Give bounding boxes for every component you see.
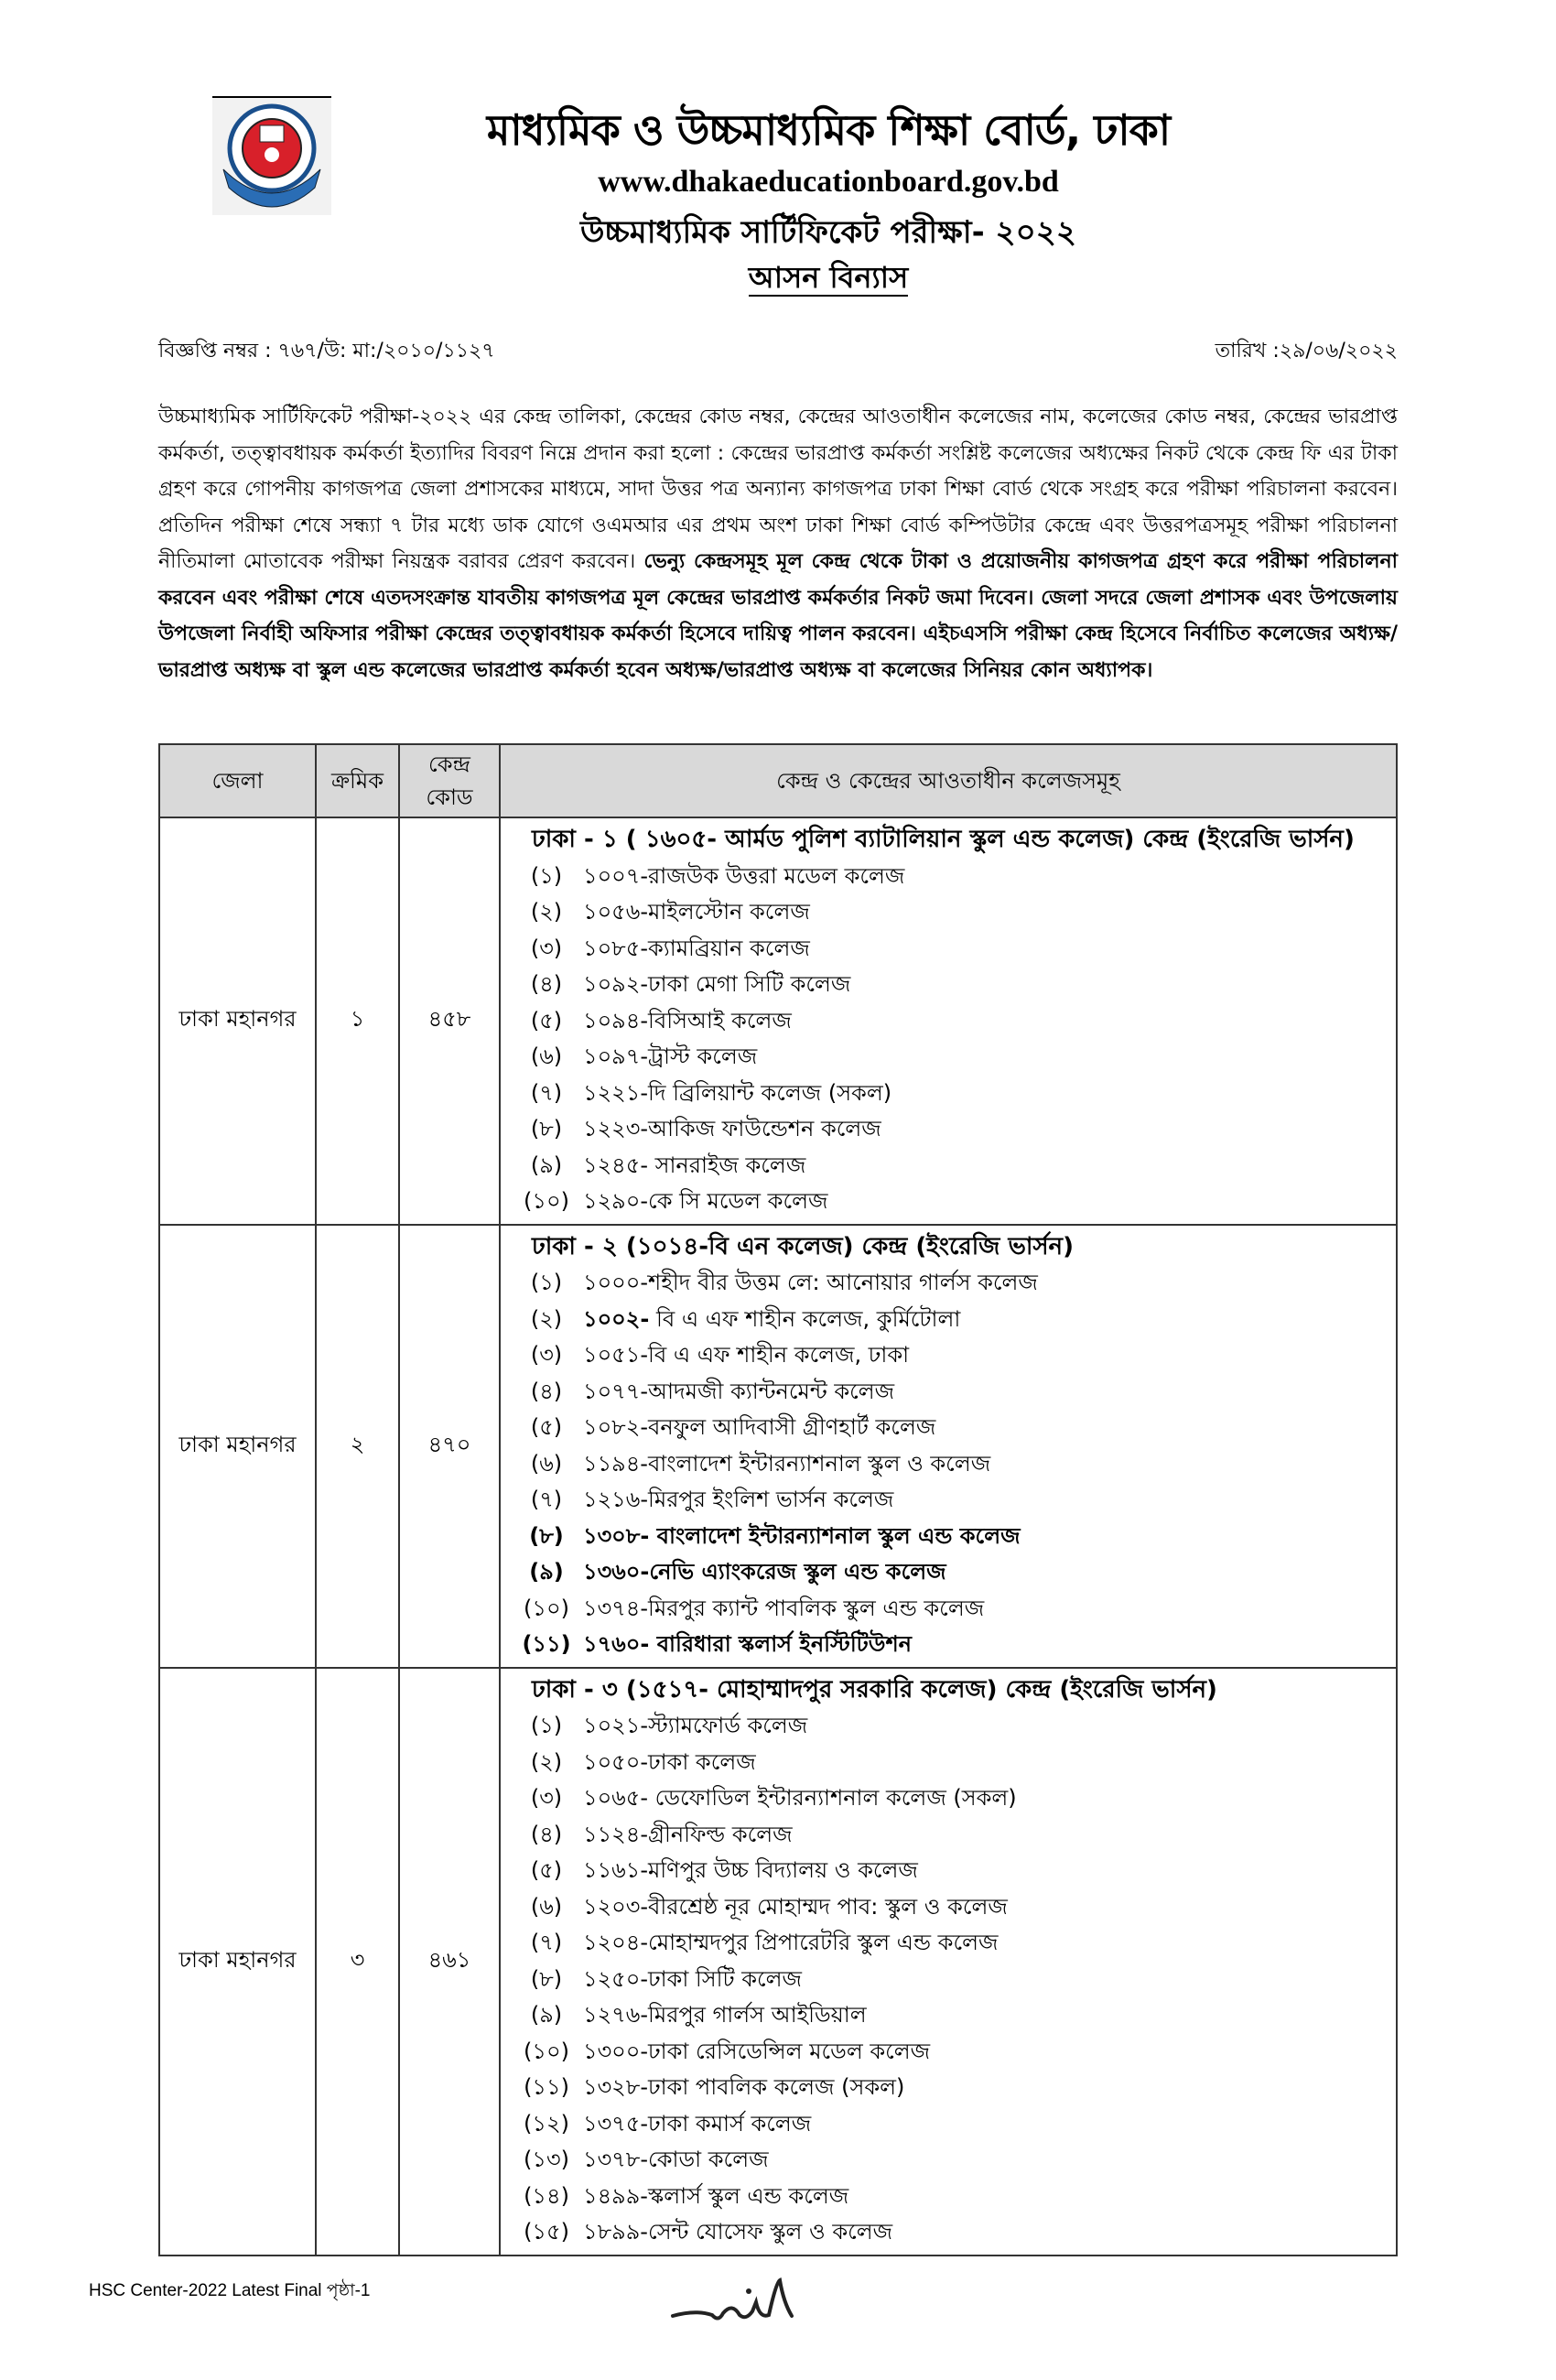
college-list-item (510, 2214, 1396, 2251)
college-list-item (510, 1374, 1396, 1411)
college-list-item (510, 2106, 1396, 2143)
table-row (159, 1668, 1397, 2256)
college-name: ১৪৯৯-স্কলার্স স্কুল এন্ড কলেজ (583, 2182, 849, 2209)
college-name: ১০৮২-বনফুল আদিবাসী গ্রীণহার্ট কলেজ (583, 1414, 936, 1440)
table-header-row (159, 744, 1397, 817)
college-list-item (510, 1780, 1396, 1817)
college-name: ১০২১-স্ট্যামফোর্ড কলেজ (583, 1713, 808, 1738)
signature (668, 2275, 815, 2339)
college-name: ১১৯৪-বাংলাদেশ ইন্টারন্যাশনাল স্কুল ও কলেজ (583, 1450, 991, 1477)
college-name: ১৩৬০-নেভি এ্যাংকরেজ স্কুল এন্ড কলেজ (583, 1559, 946, 1585)
college-index: (৩) (530, 1785, 563, 1811)
serial-cell: ২ (316, 1225, 399, 1668)
table-row (159, 1225, 1397, 1668)
college-list-item (510, 1302, 1396, 1338)
page-footer: HSC Center-2022 Latest Final পৃষ্ঠা-1 (89, 2281, 371, 2300)
college-index: (৯) (530, 1152, 563, 1178)
college-list-item (510, 1962, 1396, 1998)
college-index: (১৪) (524, 2182, 569, 2209)
college-list-item (510, 967, 1396, 1003)
college-index: (৪) (530, 971, 563, 997)
college-list-item (510, 859, 1396, 895)
college-name: ১১৬১-মণিপুর উচ্চ বিদ্যালয় ও কলেজ (583, 1857, 918, 1883)
college-name: ১২১৬-মিরপুর ইংলিশ ভার্সন কলেজ (583, 1487, 894, 1512)
college-list-item (510, 1554, 1396, 1591)
college-list-item (510, 931, 1396, 968)
college-index: (৫) (530, 1414, 563, 1440)
instructions-bold: ভেন্যু কেন্দ্রসমূহ মূল কেন্দ্র থেকে টাকা ও প্রয়োজনীয় কাগজপত্র গ্রহণ করে পরীক্ষা পরিচালনা করবেন এবং পরীক্ষা শেষে এতদসংক্রান্ত যাবতীয় কাগজপত্র মূল কেন্দ্রের ভারপ্রাপ্ত কর্মকর্তার নিকট জমা দিবেন। জেলা সদরে জেলা প্রশাসক এবং উপজেলায় উপজেলা নির্বাহী অফিসার পরীক্ষা কেন্দ্রের তত্ত্বাবধায়ক কর্মকর্তা হিসেবে দায়িত্ব পালন করবেন। এইচএসসি পরীক্ষা কেন্দ্র হিসেবে নির্বাচিত কলেজের অধ্যক্ষ/ভারপ্রাপ্ত অধ্যক্ষ বা স্কুল এন্ড কলেজের ভারপ্রাপ্ত কর্মকর্তা হবেন অধ্যক্ষ/ভারপ্রাপ্ত অধ্যক্ষ বা কলেজের সিনিয়র কোন অধ্যাপক। (158, 550, 1399, 682)
college-index: (২) (530, 1748, 563, 1775)
college-name: ১৩০৮- বাংলাদেশ ইন্টারন্যাশনাল স্কুল এন্ড কলেজ (583, 1522, 1021, 1549)
website-url: www.dhakaeducationboard.gov.bd (598, 165, 1059, 199)
exam-title: উচ্চমাধ্যমিক সার্টিফিকেট পরীক্ষা- ২০২২ (580, 214, 1076, 251)
college-list-item (510, 1708, 1396, 1745)
college-name: ১০৯২-ঢাকা মেগা সিটি কলেজ (583, 971, 851, 997)
college-name-text: বি এ এফ শাহীন কলেজ, কুর্মিটোলা (649, 1305, 961, 1332)
instructions-paragraph (158, 399, 1398, 688)
college-list-item (510, 1337, 1396, 1374)
college-list-item (510, 2070, 1396, 2106)
college-name: ১৩৭৪-মিরপুর ক্যান্ট পাবলিক স্কুল এন্ড কলেজ (583, 1595, 985, 1621)
notice-date: তারিখ :২৯/০৬/২০২২ (1215, 340, 1398, 362)
college-list-item (510, 1148, 1396, 1185)
college-index: (১৫) (524, 2219, 569, 2245)
college-list-item (510, 1591, 1396, 1628)
college-index: (৭) (530, 1930, 563, 1955)
center-code-cell: ৪৫৮ (399, 817, 500, 1225)
college-index: (১১) (524, 2074, 569, 2100)
college-index: (৬) (530, 1450, 563, 1477)
serial-cell: ১ (316, 817, 399, 1225)
college-list-item (510, 1627, 1396, 1663)
college-index: (১০) (524, 1188, 569, 1214)
header-code-line1: কেন্দ্র (428, 752, 470, 777)
college-name: ১১২৪-গ্রীনফিল্ড কলেজ (583, 1821, 793, 1847)
college-name: ১৮৯৯-সেন্ট যোসেফ স্কুল ও কলেজ (583, 2219, 893, 2245)
header-center-code (399, 744, 500, 817)
seat-plan-heading-text: আসন বিন্যাস (748, 260, 909, 295)
college-name: ১০৫১-বি এ এফ শাহীন কলেজ, ঢাকা (583, 1342, 910, 1368)
college-index: (৯) (530, 2002, 563, 2028)
college-index: (২) (530, 899, 563, 925)
college-index: (১১) (522, 1631, 571, 1657)
college-list-item (510, 1817, 1396, 1854)
college-index: (৭) (530, 1079, 563, 1106)
district-cell: ঢাকা মহানগর (159, 1668, 316, 2256)
college-name: ১৩২৮-ঢাকা পাবলিক কলেজ (সকল) (583, 2074, 905, 2100)
district-cell: ঢাকা মহানগর (159, 1225, 316, 1668)
college-name: ১০০০-শহীদ বীর উত্তম লে: আনোয়ার গার্লস কলেজ (583, 1270, 1038, 1295)
college-index: (২) (530, 1305, 563, 1332)
college-list-item (510, 1410, 1396, 1446)
seat-plan-heading (0, 254, 1556, 304)
college-list-item (510, 2179, 1396, 2215)
college-list-item (510, 1925, 1396, 1962)
district-cell: ঢাকা মহানগর (159, 817, 316, 1225)
college-name: ১৩০০-ঢাকা রেসিডেন্সিল মডেল কলেজ (583, 2038, 931, 2064)
college-list-item (510, 2034, 1396, 2071)
college-name: ১০৮৫-ক্যামব্রিয়ান কলেজ (583, 935, 810, 961)
college-name: ১৩৭৫-ঢাকা কমার্স কলেজ (583, 2110, 812, 2137)
college-name: ১২৫০-ঢাকা সিটি কলেজ (583, 1965, 803, 1992)
college-list-item (510, 1997, 1396, 2034)
college-index: (১) (530, 862, 563, 889)
table-row (159, 817, 1397, 1225)
college-index: (১০) (524, 1595, 569, 1621)
center-table (158, 743, 1398, 2256)
college-index: (৬) (530, 1044, 563, 1069)
college-name: ১২৯০-কে সি মডেল কলেজ (583, 1188, 828, 1214)
college-index: (৭) (530, 1487, 563, 1512)
college-name: ১২০৩-বীরশ্রেষ্ঠ নূর মোহাম্মদ পাব: স্কুল ও কলেজ (583, 1893, 1008, 1920)
college-index: (৫) (530, 1857, 563, 1883)
college-index: (৬) (530, 1893, 563, 1920)
college-name: ১২২১-দি ব্রিলিয়ান্ট কলেজ (সকল) (583, 1079, 892, 1106)
college-name: ১৭৬০- বারিধারা স্কলার্স ইনস্টিটিউশন (583, 1631, 912, 1657)
header-code-line2: কোড (426, 784, 473, 810)
college-list-item (510, 1265, 1396, 1302)
college-list-item (510, 1519, 1396, 1555)
colleges-cell (500, 1225, 1397, 1668)
college-index: (১২) (524, 2110, 569, 2137)
center-code-cell: ৪৭০ (399, 1225, 500, 1668)
college-name: ১০৯৭-ট্রাস্ট কলেজ (583, 1044, 758, 1069)
college-name: ১০৫০-ঢাকা কলেজ (583, 1748, 756, 1775)
college-name: ১০৭৭-আদমজী ক্যান্টনমেন্ট কলেজ (583, 1378, 895, 1404)
college-list-item (510, 1039, 1396, 1076)
colleges-cell (500, 817, 1397, 1225)
college-list-item (510, 2142, 1396, 2179)
instructions-normal: উচ্চমাধ্যমিক সার্টিফিকেট পরীক্ষা-২০২২ এর কেন্দ্র তালিকা, কেন্দ্রের কোড নম্বর, কেন্দ্রের আওতাধীন কলেজের নাম, কলেজের কোড নম্বর, কেন্দ্রের ভারপ্রাপ্ত কর্মকর্তা, তত্ত্বাবধায়ক কর্মকর্তা ইত্যাদির বিবরণ নিম্নে প্রদান করা হলো : কেন্দ্রের ভারপ্রাপ্ত কর্মকর্তা সংশ্লিষ্ট কলেজের অধ্যক্ষের নিকট থেকে কেন্দ্র ফি এর টাকা গ্রহণ করে গোপনীয় কাগজপত্র জেলা প্রশাসকের মাধ্যমে, সাদা উত্তর পত্র অন্যান্য কাগজপত্র ঢাকা শিক্ষা বোর্ড থেকে সংগ্রহ করে পরীক্ষা পরিচালনা করবেন। প্রতিদিন পরীক্ষা শেষে সন্ধ্যা ৭ টার মধ্যে ডাক যোগে ওএমআর এর প্রথম অংশ ঢাকা শিক্ষা বোর্ড কম্পিউটার কেন্দ্রে এবং উত্তরপত্রসমূহ পরীক্ষা পরিচালনা নীতিমালা মোতাবেক পরীক্ষা নিয়ন্ত্রক বরাবর প্রেরণ করবেন। (158, 406, 1398, 573)
serial-cell: ৩ (316, 1668, 399, 2256)
college-name: ১২৭৬-মিরপুর গার্লস আইডিয়াল (583, 2002, 867, 2028)
college-list-item (510, 1482, 1396, 1519)
college-code: ১০০২- (583, 1305, 650, 1332)
college-name: ১৩৭৮-কোডা কলেজ (583, 2147, 769, 2172)
college-index: (৩) (530, 1342, 563, 1368)
college-list-item (510, 1745, 1396, 1781)
college-list-item (510, 1184, 1396, 1220)
college-index: (৪) (530, 1821, 563, 1847)
college-index: (৪) (530, 1378, 563, 1404)
college-name: ১০৯৪-বিসিআই কলেজ (583, 1007, 792, 1033)
college-name: ১২২৩-আকিজ ফাউন্ডেশন কলেজ (583, 1116, 881, 1141)
college-name: ১০০৭-রাজউক উত্তরা মডেল কলেজ (583, 862, 905, 889)
college-index: (৩) (530, 935, 563, 961)
college-list-item (510, 894, 1396, 931)
board-title: মাধ্যমিক ও উচ্চমাধ্যমিক শিক্ষা বোর্ড, ঢাকা (486, 105, 1171, 155)
college-index: (১) (530, 1713, 563, 1738)
college-index: (৮) (530, 1116, 563, 1141)
college-index: (৯) (529, 1559, 564, 1585)
college-list-item (510, 1111, 1396, 1148)
college-index: (৫) (530, 1007, 563, 1033)
college-name: ১২০৪-মোহাম্মদপুর প্রিপারেটরি স্কুল এন্ড কলেজ (583, 1930, 999, 1955)
header-serial: ক্রমিক (316, 744, 399, 817)
college-name (583, 1302, 960, 1338)
header-district: জেলা (159, 744, 316, 817)
college-list-item (510, 1853, 1396, 1889)
college-index: (১) (530, 1270, 563, 1295)
college-index: (৮) (529, 1522, 564, 1549)
college-list-item (510, 1076, 1396, 1112)
college-list-item (510, 1446, 1396, 1483)
center-name: ঢাকা - ৩ (১৫১৭- মোহাম্মাদপুর সরকারি কলেজ) কেন্দ্র (ইংরেজি ভার্সন) (532, 1675, 1217, 1704)
notice-number: বিজ্ঞপ্তি নম্বর : ৭৬৭/উ: মা:/২০১০/১১২৭ (158, 340, 495, 362)
college-name: ১০৫৬-মাইলস্টোন কলেজ (583, 899, 810, 925)
header-colleges: কেন্দ্র ও কেন্দ্রের আওতাধীন কলেজসমূহ (500, 744, 1397, 817)
college-index: (১০) (524, 2038, 569, 2064)
center-code-cell: ৪৬১ (399, 1668, 500, 2256)
college-list-item (510, 1889, 1396, 1926)
college-name: ১০৬৫- ডেফোডিল ইন্টারন্যাশনাল কলেজ (সকল) (583, 1785, 1017, 1811)
college-name: ১২৪৫- সানরাইজ কলেজ (583, 1152, 806, 1178)
center-name: ঢাকা - ১ ( ১৬০৫- আর্মড পুলিশ ব্যাটালিয়ান স্কুল এন্ড কলেজ) কেন্দ্র (ইংরেজি ভার্সন) (532, 826, 1355, 853)
college-index: (৮) (530, 1965, 563, 1992)
college-list-item (510, 1003, 1396, 1040)
college-index: (১৩) (524, 2147, 569, 2172)
colleges-cell (500, 1668, 1397, 2256)
center-name: ঢাকা - ২ (১০১৪-বি এন কলেজ) কেন্দ্র (ইংরেজি ভার্সন) (532, 1232, 1074, 1260)
